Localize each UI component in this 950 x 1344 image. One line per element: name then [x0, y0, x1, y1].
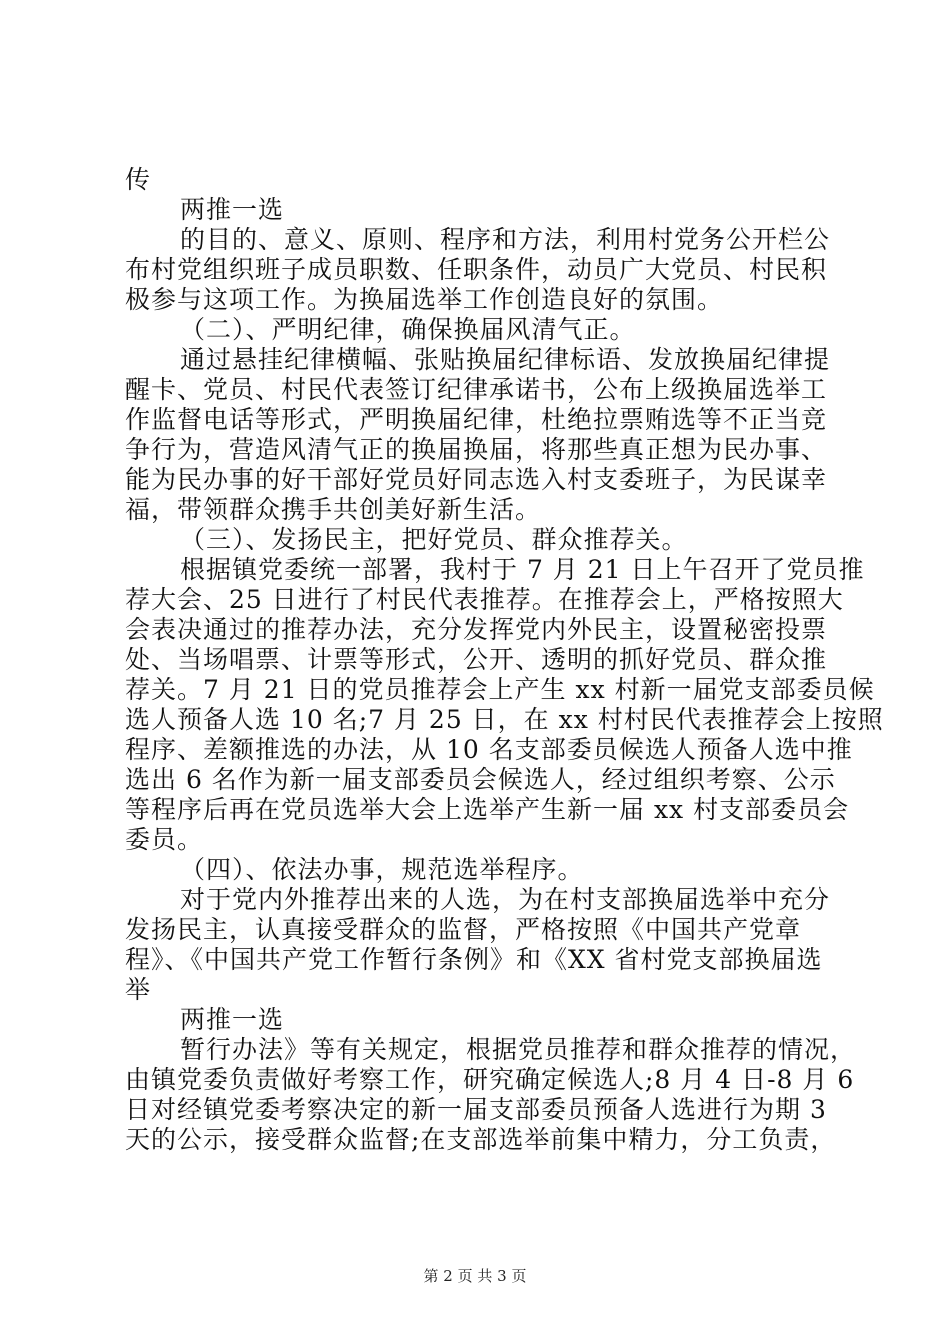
- text-line: 程序、差额推选的办法，从 10 名支部委员候选人预备人选中推: [125, 735, 853, 764]
- text-line: 选出 6 名作为新一届支部委员会候选人，经过组织考察、公示: [125, 765, 836, 794]
- text-line: 由镇党委负责做好考察工作，研究确定候选人;8 月 4 日-8 月 6: [125, 1065, 855, 1094]
- text-line: （二）、严明纪律，确保换届风清气正。: [180, 315, 636, 344]
- text-line: 委员。: [125, 825, 204, 854]
- text-line: 荐关。7 月 21 日的党员推荐会上产生 xx 村新一届党支部委员候: [125, 675, 875, 704]
- text-line: 荐大会、25 日进行了村民代表推荐。在推荐会上，严格按照大: [125, 585, 844, 614]
- text-line: 日对经镇党委考察决定的新一届支部委员预备人选进行为期 3: [125, 1095, 827, 1124]
- text-line: 传: [125, 165, 152, 194]
- text-line: 两推一选: [180, 195, 285, 224]
- text-line: 举: [125, 975, 152, 1004]
- text-line: 处、当场唱票、计票等形式，公开、透明的抓好党员、群众推: [125, 645, 828, 674]
- text-line: （四）、依法办事，规范选举程序。: [180, 855, 584, 884]
- text-line: 福，带领群众携手共创美好新生活。: [125, 495, 542, 524]
- text-line: 等程序后再在党员选举大会上选举产生新一届 xx 村支部委员会: [125, 795, 850, 824]
- text-line: 能为民办事的好干部好党员好同志选入村支委班子，为民谋幸: [125, 465, 828, 494]
- text-line: 选人预备人选 10 名;7 月 25 日，在 xx 村村民代表推荐会上按照: [125, 705, 884, 734]
- text-line: 暂行办法》等有关规定，根据党员推荐和群众推荐的情况，: [180, 1035, 857, 1064]
- text-line: 对于党内外推荐出来的人选，为在村支部换届选举中充分: [180, 885, 831, 914]
- text-line: 会表决通过的推荐办法，充分发挥党内外民主，设置秘密投票: [125, 615, 828, 644]
- text-line: （三）、发扬民主，把好党员、群众推荐关。: [180, 525, 688, 554]
- text-line: 通过悬挂纪律横幅、张贴换届纪律标语、发放换届纪律提: [180, 345, 831, 374]
- text-line: 发扬民主，认真接受群众的监督，严格按照《中国共产党章: [125, 915, 802, 944]
- text-line: 的目的、意义、原则、程序和方法，利用村党务公开栏公: [180, 225, 831, 254]
- text-line: 争行为，营造风清气正的换届换届，将那些真正想为民办事、: [125, 435, 828, 464]
- text-line: 程》、《中国共产党工作暂行条例》和《XX 省村党支部换届选: [125, 945, 823, 974]
- text-line: 布村党组织班子成员职数、任职条件，动员广大党员、村民积: [125, 255, 828, 284]
- text-line: 根据镇党委统一部署，我村于 7 月 21 日上午召开了党员推: [180, 555, 865, 584]
- text-line: 醒卡、党员、村民代表签订纪律承诺书，公布上级换届选举工: [125, 375, 828, 404]
- text-line: 天的公示，接受群众监督;在支部选举前集中精力，分工负责，: [125, 1125, 837, 1154]
- text-line: 极参与这项工作。为换届选举工作创造良好的氛围。: [125, 285, 724, 314]
- document-body: [125, 165, 884, 1155]
- text-line: 作监督电话等形式，严明换届纪律，杜绝拉票贿选等不正当竞: [125, 405, 828, 434]
- page-footer: 第 2 页 共 3 页: [423, 1267, 527, 1285]
- text-line: 两推一选: [180, 1005, 285, 1034]
